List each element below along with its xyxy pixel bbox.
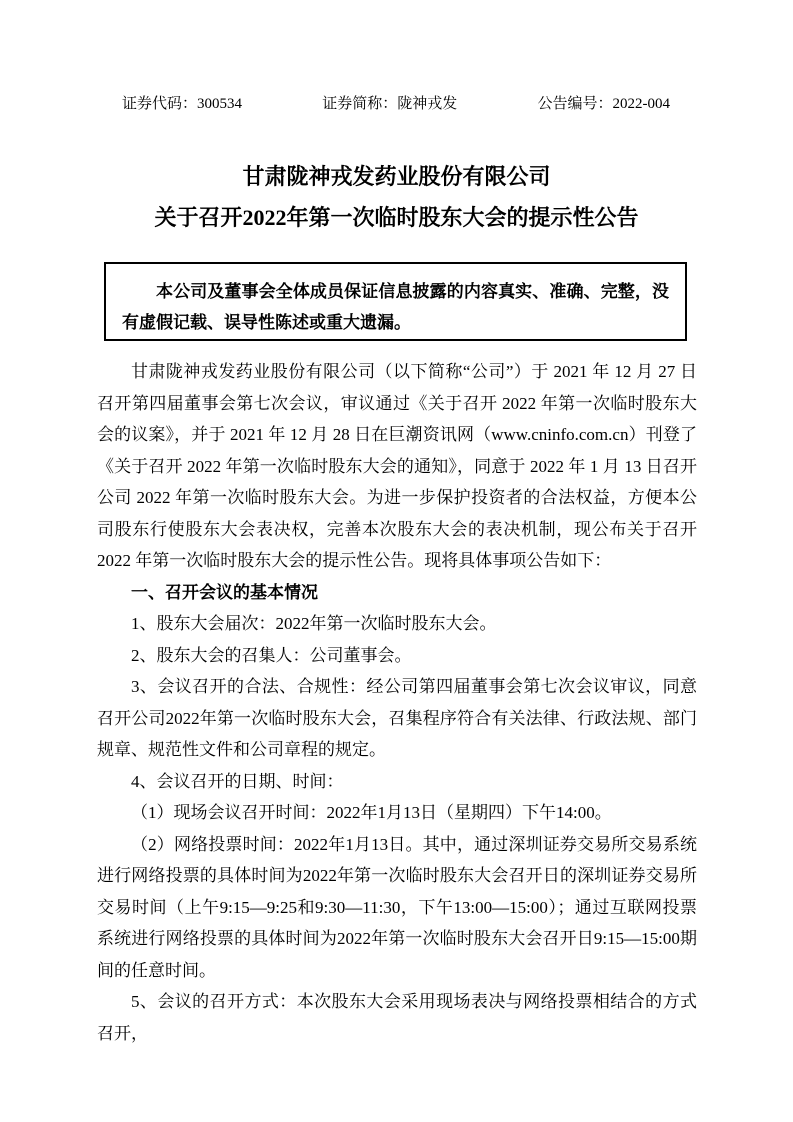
section-item-4-1: （1）现场会议召开时间：2022年1月13日（星期四）下午14:00。 [131, 803, 612, 822]
company-title: 甘肃陇神戎发药业股份有限公司 [242, 164, 551, 189]
announcement-number: 公告编号：2022-004 [537, 96, 670, 112]
section-item-4: 4、会议召开的日期、时间： [131, 771, 344, 791]
stock-code: 证券代码：300534 [122, 96, 243, 112]
announcement-body [97, 356, 697, 1049]
section-item-5: 5、会议的召开方式：本次股东大会采用现场表决与网络投票相结合的方式召开， [97, 992, 697, 1043]
meta-line [122, 95, 670, 113]
disclaimer-text: 本公司及董事会全体成员保证信息披露的内容真实、准确、完整，没有虚假记载、误导性陈述或重大遗漏。 [122, 282, 669, 332]
disclaimer-box [104, 262, 687, 341]
stock-abbr: 证券简称：陇神戎发 [322, 96, 458, 112]
section-item-2: 2、股东大会的召集人：公司董事会。 [131, 645, 412, 665]
intro-paragraph: 甘肃陇神戎发药业股份有限公司（以下简称“公司”）于 2021 年 12 月 27 日召开第四届董事会第七次会议，审议通过《关于召开 2022 年第一次临时股东大会的议案》，并于 2021 年 12 月 28 日在巨潮资讯网（www.cninfo.com.cn）刊登了《关于召开 2022 年第一次临时股东大会的通知》，同意于 2022 年 1 月 13 日召开公司 2022 年第一次临时股东大会。为进一步保护投资者的合法权益，方便本公司股东行使股东大会表决权，完善本次股东大会的表决机制，现公布关于召开 2022 年第一次临时股东大会的提示性公告。现将具体事项公告如下： [97, 362, 697, 570]
section-item-4-2: （2）网络投票时间：2022年1月13日。其中，通过深圳证券交易所交易系统进行网络投票的具体时间为2022年第一次临时股东大会召开日的深圳证券交易所交易时间（上午9:15—9:25和9:30—11:30，下午13:00—15:00）；通过互联网投票系统进行网络投票的具体时间为2022年第一次临时股东大会召开日9:15—15:00期间的任意时间。 [97, 834, 697, 980]
section-item-3: 3、会议召开的合法、合规性：经公司第四届董事会第七次会议审议，同意召开公司2022年第一次临时股东大会，召集程序符合有关法律、行政法规、部门规章、规范性文件和公司章程的规定。 [97, 677, 697, 759]
announcement-title: 关于召开2022年第一次临时股东大会的提示性公告 [154, 205, 639, 230]
section-heading: 一、召开会议的基本情况 [131, 582, 318, 602]
section-item-1: 1、股东大会届次：2022年第一次临时股东大会。 [131, 614, 497, 633]
